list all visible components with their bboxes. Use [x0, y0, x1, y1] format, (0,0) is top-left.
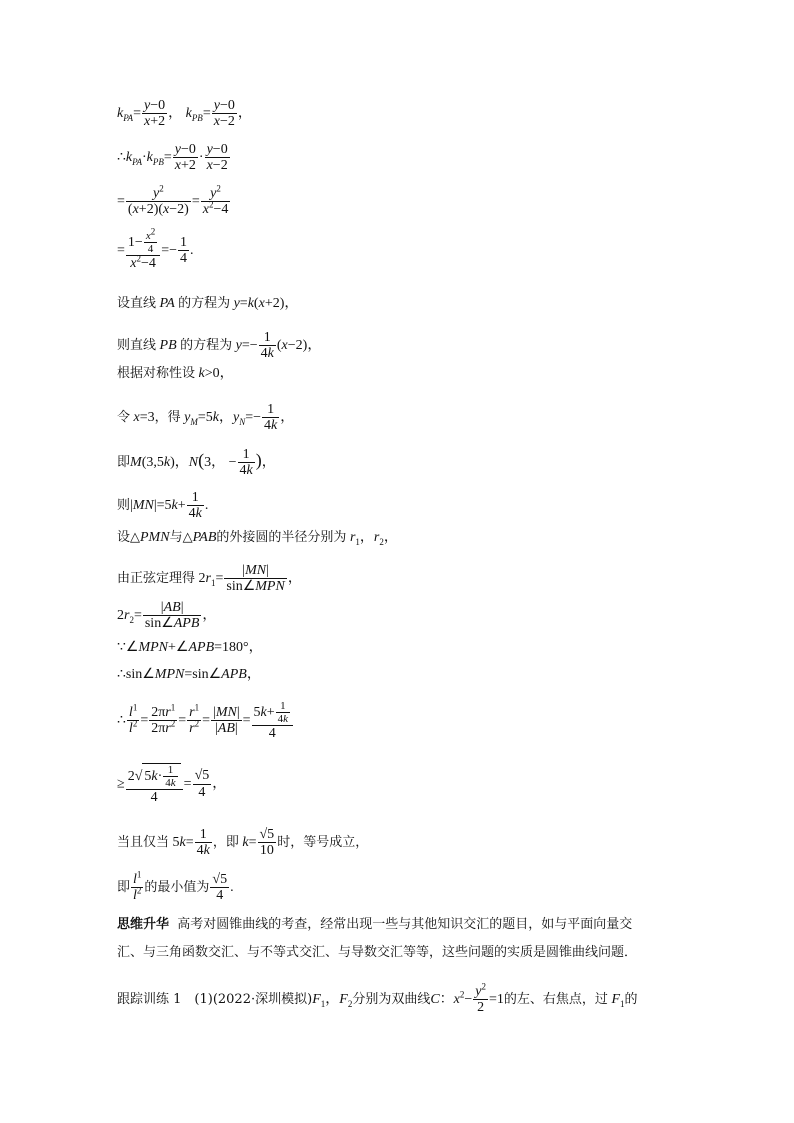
summary-label: 思维升华 [117, 917, 170, 932]
text-line-radii: 设△PMN与△PAB的外接圆的半径分别为 $r_1$，$r_2$， [117, 530, 398, 547]
exercise-line: 跟踪训练 1 (1)(2022·深圳模拟)$F_1$，$F_2$分别为双曲线C：$x^2-$ $\frac{y^2}{2}$ =1的左、右焦点，过 $F_1$的 [117, 981, 638, 1016]
formula-line-r2: $2r_2=$ $\frac{|AB|}{\text{sin∠APB}}$ ， [117, 600, 217, 632]
text-line-sine-rule: 由正弦定理得 $2r_1=$ $\frac{|MN|}{\text{sin∠MPN}}$ ， [117, 563, 302, 595]
text-line-mn: 则|MN|=5k+ $\frac{1}{4k}$ . [117, 490, 209, 522]
text-line-minimum: 即 $\frac{l^1}{l^2}$ 的最小值为 $\frac{√5}{4}$ . [117, 869, 234, 904]
formula-line-1: $k_{PA}=$ $\frac{y-0}{x+2}$ ， $k_{PB}=$ $\frac{y-0}{x-2}$ ， [117, 98, 252, 130]
text-label: ，得 [154, 410, 181, 426]
text-label: 即 [117, 455, 131, 471]
text-label: 的方程为 [178, 296, 231, 311]
text-label: 与△ [169, 530, 193, 545]
formula-line-2: $\therefore k_{PA}\cdot k_{PB}=$ $\frac{y-0}{x+2}$ · $\frac{y-0}{x-2}$ [117, 142, 228, 174]
text-line-points: 即M(3,5k)，N(3， − $\frac{1}{4k}$ )， [117, 447, 276, 479]
text-label: 时，等号成立， [277, 835, 369, 851]
text-line-equality: 当且仅当 5k= $\frac{1}{4k}$ ，即 k= $\frac{√5}{10}$ 时，等号成立， [117, 827, 369, 859]
exercise-label: 跟踪训练 1 (1)(2022·深圳模拟) [117, 992, 313, 1008]
text-label: 令 [117, 410, 131, 426]
formula-line-3: = $\frac{y^2}{(x+2)(x-2)}$ = $\frac{y^2}{x^2-4}$ [117, 183, 229, 218]
text-label: 设直线 [117, 296, 157, 311]
text-label: 根据对称性设 [117, 366, 196, 381]
text-label: 的外接圆的半径分别为 [216, 530, 347, 545]
text-label: 的最小值为 [144, 880, 210, 896]
text-label: 分别为双曲线 [352, 992, 431, 1008]
text-label: 则 [117, 498, 131, 514]
text-label: 则直线 [117, 338, 157, 354]
summary-line-1 [117, 918, 632, 931]
formula-line-4: = 1− $\frac{x^2}{4}$ $x^2-4$ =− $\frac{1}{4}$ . [117, 226, 194, 272]
text-line-pa: 设直线 PA 的方程为 y=k(x+2)， [117, 296, 299, 311]
formula-line-inequality: ≥ 2√ 5k· $\frac{1}{4k}$ 4 = $\frac{√5}{4}$ ， [117, 764, 227, 806]
summary-line-2 [117, 946, 637, 959]
formula-line-angles: ∵∠MPN+∠APB=180°， [117, 640, 263, 655]
summary-text: 高考对圆锥曲线的考查，经常出现一些与其他知识交汇的题目，如与平面向量交 [177, 917, 633, 932]
formula-line-sine-equal: ∴sin∠MPN=sin∠APB， [117, 667, 261, 682]
text-label: 即 [117, 880, 131, 896]
summary-text: 汇、与三角函数交汇、与不等式交汇、与导数交汇等等，这些问题的实质是圆锥曲线问题． [117, 945, 638, 960]
text-label: 的左、右焦点，过 [503, 992, 608, 1008]
text-label: ，即 [212, 835, 239, 851]
text-label: 由正弦定理得 [117, 571, 196, 587]
text-line-pb: 则直线 PB 的方程为 y=− $\frac{1}{4k}$ (x−2)， [117, 330, 322, 362]
text-label: 当且仅当 [117, 835, 170, 851]
text-label: 设△ [117, 530, 140, 545]
formula-line-ratio: ∴ $\frac{l^1}{l^2}$ = $\frac{2\pi r^1}{2\pi r^2}$ = $\frac{r^1}{r^2}$ = $\frac{|MN|}{|AB|}$ = 5k+ $\frac{1}{4k}$ 4 [117, 700, 294, 742]
text-label: 的方程为 [180, 338, 233, 354]
text-line-symmetry: 根据对称性设 k>0， [117, 366, 234, 381]
text-label: 的 [624, 992, 638, 1008]
text-line-let-x: 令 x=3，得 $y_M=5k$，$y_N=-$ $\frac{1}{4k}$ ， [117, 402, 295, 434]
